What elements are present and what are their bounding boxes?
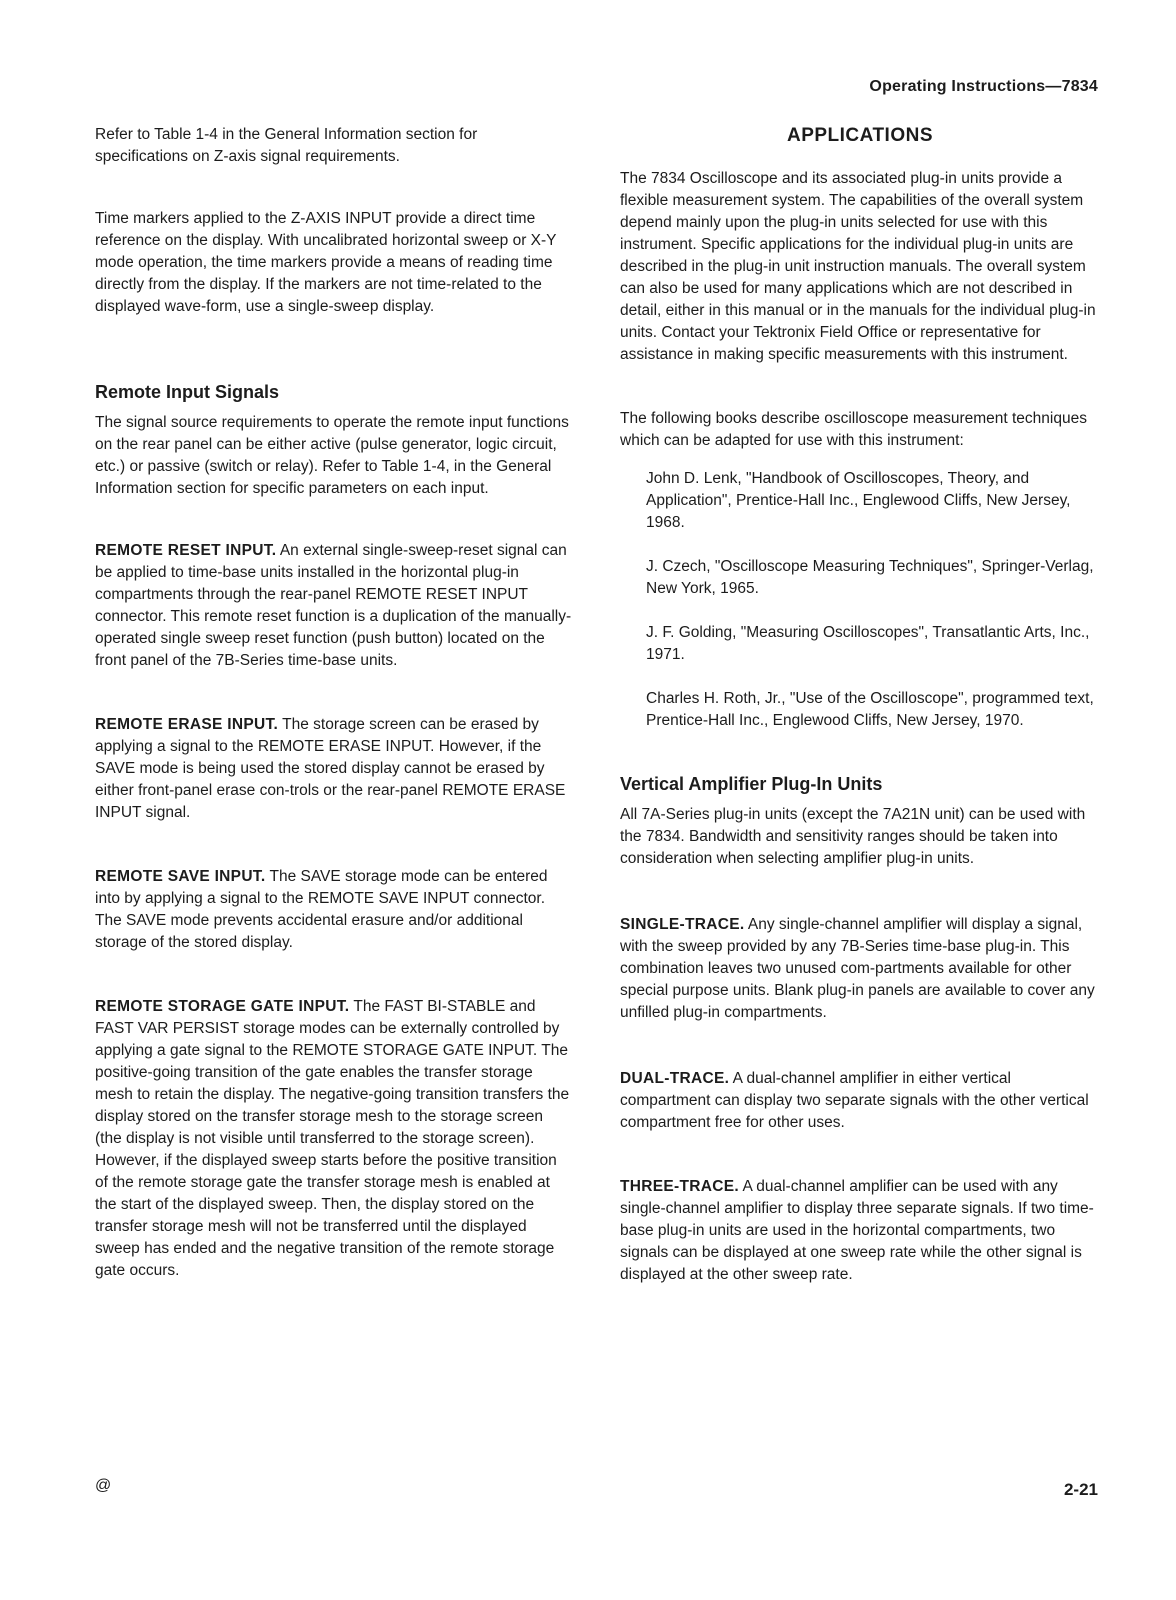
paragraph-remote-save [95,866,573,954]
text-three-trace: A dual-channel amplifier can be used with any single-channel amplifier to display three separate signals. If two time-base plug-in units are used in the horizontal compartments, two signals can be displayed at one sweep rate while the other signal is displayed at the other sweep rate. [620,1178,1094,1283]
paragraph-books-intro: The following books describe oscilloscope measurement techniques which can be adapted for use with this instrument: [620,410,1087,449]
text-remote-reset: An external single-sweep-reset signal can be applied to time-base units installed in the horizontal plug-in compartments through the rear-panel REMOTE RESET INPUT connector. This remote reset function is a duplication of the manually-operated single sweep reset function (push button) located on the front panel of the 7B-Series time-base units. [95,542,572,669]
text-remote-erase: The storage screen can be erased by applying a signal to the REMOTE ERASE INPUT. However, if the SAVE mode is being used the stored display cannot be erased by either front-panel erase con-trols or the rear-panel REMOTE ERASE INPUT signal. [95,716,566,821]
paragraph-remote-reset [95,540,573,672]
paragraph-remote-storage-gate [95,996,573,1282]
heading-applications: APPLICATIONS [786,125,934,146]
left-column [95,124,573,1282]
paragraph-z-axis-ref: Refer to Table 1-4 in the General Information section for specifications on Z-axis signal requirements. [95,126,478,165]
page-number: 2-21 [1063,1480,1098,1499]
text-single-trace: Any single-channel amplifier will display a signal, with the sweep provided by any 7B-Series time-base plug-in. This combination leaves two unused com-partments available for other special purpose units. Blank plug-in panels are available to cover any unfilled plug-in compartments. [620,916,1095,1021]
reference-roth: Charles H. Roth, Jr., "Use of the Oscilloscope", programmed text, Prentice-Hall Inc., Englewood Cliffs, New Jersey, 1970. [646,690,1094,729]
lead-remote-save: REMOTE SAVE INPUT. [95,868,266,885]
paragraph-three-trace [620,1176,1100,1286]
paragraph-vertical-amplifier: All 7A-Series plug-in units (except the 7A21N unit) can be used with the 7834. Bandwidth and sensitivity ranges should be taken into consideration when selecting amplifier plug-in units. [620,806,1086,867]
heading-remote-input-signals: Remote Input Signals [95,382,280,402]
paragraph-time-markers: Time markers applied to the Z-AXIS INPUT provide a direct time reference on the display. With uncalibrated horizontal sweep or X-Y mode operation, the time markers provide a means of reading time directly from the display. If the markers are not time-related to the displayed wave-form, use a single-sweep display. [95,210,557,315]
paragraph-remote-erase [95,714,573,824]
paragraph-single-trace [620,914,1100,1024]
lead-dual-trace: DUAL-TRACE. [620,1070,730,1087]
paragraph-remote-requirements: The signal source requirements to operate the remote input functions on the rear panel can be either active (pulse generator, logic circuit, etc.) or passive (switch or relay). Refer to Table 1-4, in the General Information section for specific parameters on each input. [95,414,569,497]
reference-czech: J. Czech, "Oscilloscope Measuring Techniques", Springer-Verlag, New York, 1965. [646,558,1094,597]
lead-single-trace: SINGLE-TRACE. [620,916,745,933]
text-dual-trace: A dual-channel amplifier in either vertical compartment can display two separate signals with the other vertical compartment free for other uses. [620,1070,1089,1131]
running-header: Operating Instructions—7834 [869,78,1098,95]
paragraph-applications-intro: The 7834 Oscilloscope and its associated plug-in units provide a flexible measurement system. The capabilities of the overall system depend mainly upon the plug-in units selected for use with this instrument. Specific applications for the individual plug-in units are described in the plug-in unit instruction manuals. The overall system can also be used for many applications which are not described in detail, either in this manual or in the manuals for the individual plug-in units. Contact your Tektronix Field Office or representative for assistance in making specific measurements with this instrument. [620,170,1096,363]
text-remote-storage-gate: The FAST BI-STABLE and FAST VAR PERSIST storage modes can be externally controlled by applying a gate signal to the REMOTE STORAGE GATE INPUT. The positive-going transition of the gate enables the transfer storage mesh to retain the display. The negative-going transition transfers the display stored on the transfer storage mesh to the storage screen (the display is not visible until transferred to the storage screen). However, if the displayed sweep starts before the positive transition of the remote storage gate the transfer storage mesh is enabled at the start of the displayed sweep. Then, the display stored on the transfer storage mesh will not be transferred until the displayed sweep has ended and the negative transition of the remote storage gate occurs. [95,998,570,1279]
paragraph-dual-trace [620,1068,1100,1134]
text-remote-save: The SAVE storage mode can be entered into by applying a signal to the REMOTE SAVE INPUT connector. The SAVE mode prevents accidental erasure and/or additional storage of the stored display. [95,868,548,951]
footer-symbol: @ [95,1477,112,1494]
lead-remote-reset: REMOTE RESET INPUT. [95,542,277,559]
right-column [620,124,1100,1286]
heading-vertical-amplifier: Vertical Amplifier Plug-In Units [620,774,883,794]
reference-golding: J. F. Golding, "Measuring Oscilloscopes", Transatlantic Arts, Inc., 1971. [646,624,1090,663]
lead-remote-erase: REMOTE ERASE INPUT. [95,716,279,733]
reference-lenk: John D. Lenk, "Handbook of Oscilloscopes, Theory, and Application", Prentice-Hall Inc., Englewood Cliffs, New Jersey, 1968. [646,470,1071,531]
lead-three-trace: THREE-TRACE. [620,1178,739,1195]
lead-remote-storage-gate: REMOTE STORAGE GATE INPUT. [95,998,350,1015]
